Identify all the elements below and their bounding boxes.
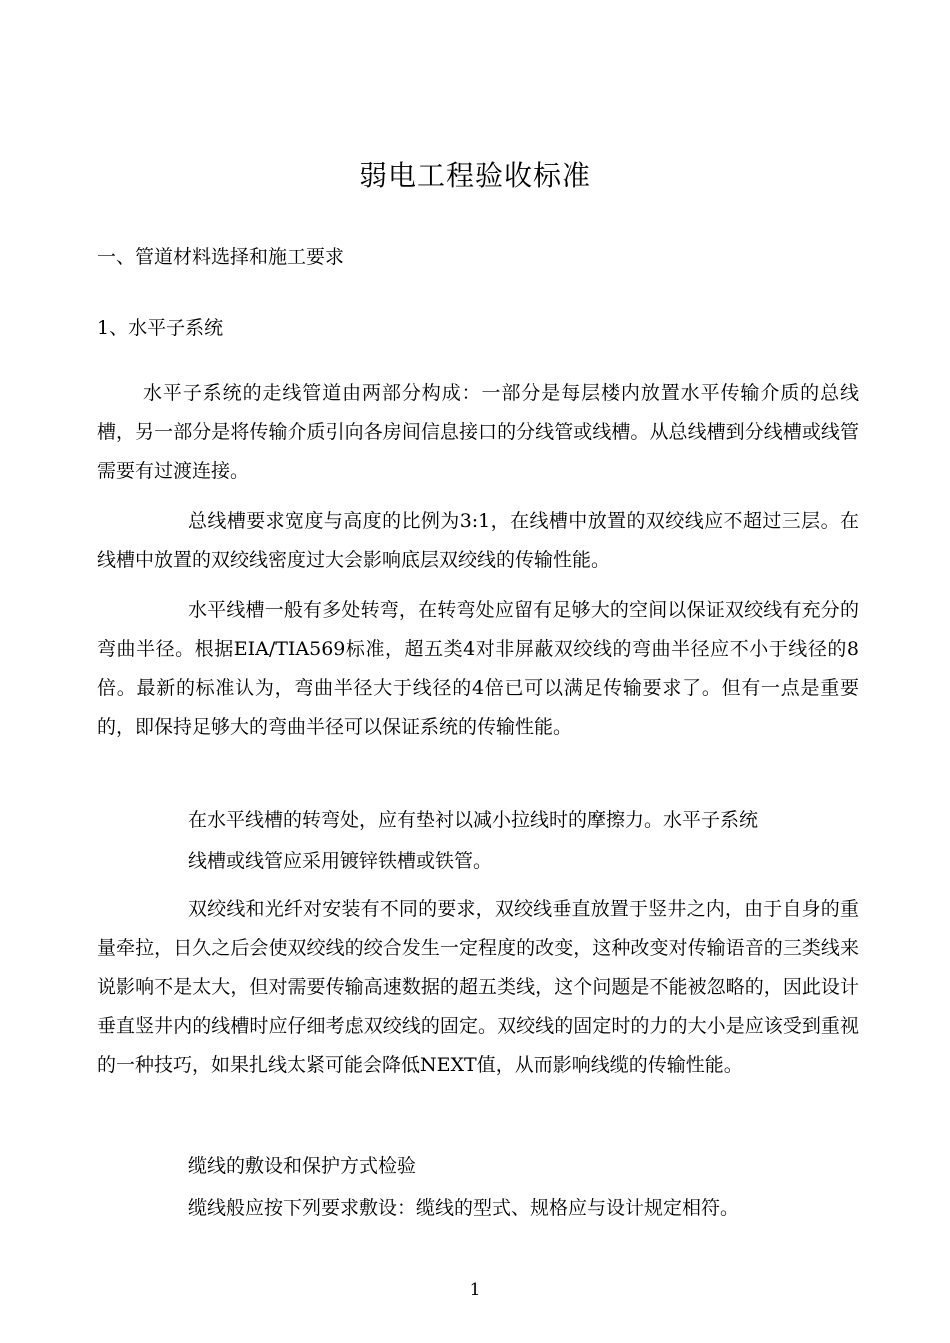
paragraph-cable-laying-requirements: 缆线般应按下列要求敷设：缆线的型式、规格应与设计规定相符。 [188, 1197, 740, 1219]
section-heading: 一、管道材料选择和施工要求 [97, 246, 345, 268]
subsection-heading: 1、水平子系统 [97, 317, 224, 339]
document-title: 弱电工程验收标准 [358, 159, 591, 192]
paragraph-galvanized-conduit: 线槽或线管应采用镀锌铁槽或铁管。 [188, 850, 493, 872]
paragraph-horizontal-subsystem: 水平子系统的走线管道由两部分构成：一部分是每层楼内放置水平传输介质的总线槽，另一部分是将传输介质引向各房间信息接口的分线管或线槽。从总线槽到分线槽或线管需要有过渡连接。 [97, 382, 859, 482]
paragraph-bend-padding: 在水平线槽的转弯处，应有垫衬以减小拉线时的摩擦力。水平子系统 [188, 809, 759, 831]
paragraph-cable-inspection-heading: 缆线的敷设和保护方式检验 [188, 1155, 417, 1177]
paragraph-vertical-shaft: 双绞线和光纤对安装有不同的要求，双绞线垂直放置于竖井之内，由于自身的重量牵拉，日久之后会使双绞线的绞合发生一定程度的改变，这种改变对传输语音的三类线来说影响不是太大，但对需要传输高速数据的超五类线，这个问题是不能被忽略的，因此设计垂直竖井内的线槽时应仔细考虑双绞线的固定。双绞线的固定时的力的大小是应该受到重视的一种技巧，如果扎线太紧可能会降低NEXT值，从而影响线缆的传输性能。 [97, 898, 859, 1076]
paragraph-bend-radius: 水平线槽一般有多处转弯，在转弯处应留有足够大的空间以保证双绞线有充分的弯曲半径。根据EIA/TIA569标准，超五类4对非屏蔽双绞线的弯曲半径应不小于线径的8倍。最新的标准认为，弯曲半径大于线径的4倍已可以满足传输要求了。但有一点是重要的，即保持足够大的弯曲半径可以保证系统的传输性能。 [97, 599, 859, 738]
paragraph-trunk-ratio: 总线槽要求宽度与高度的比例为3:1，在线槽中放置的双绞线应不超过三层。在线槽中放置的双绞线密度过大会影响底层双绞线的传输性能。 [97, 510, 859, 571]
page-number: 1 [469, 1280, 481, 1300]
